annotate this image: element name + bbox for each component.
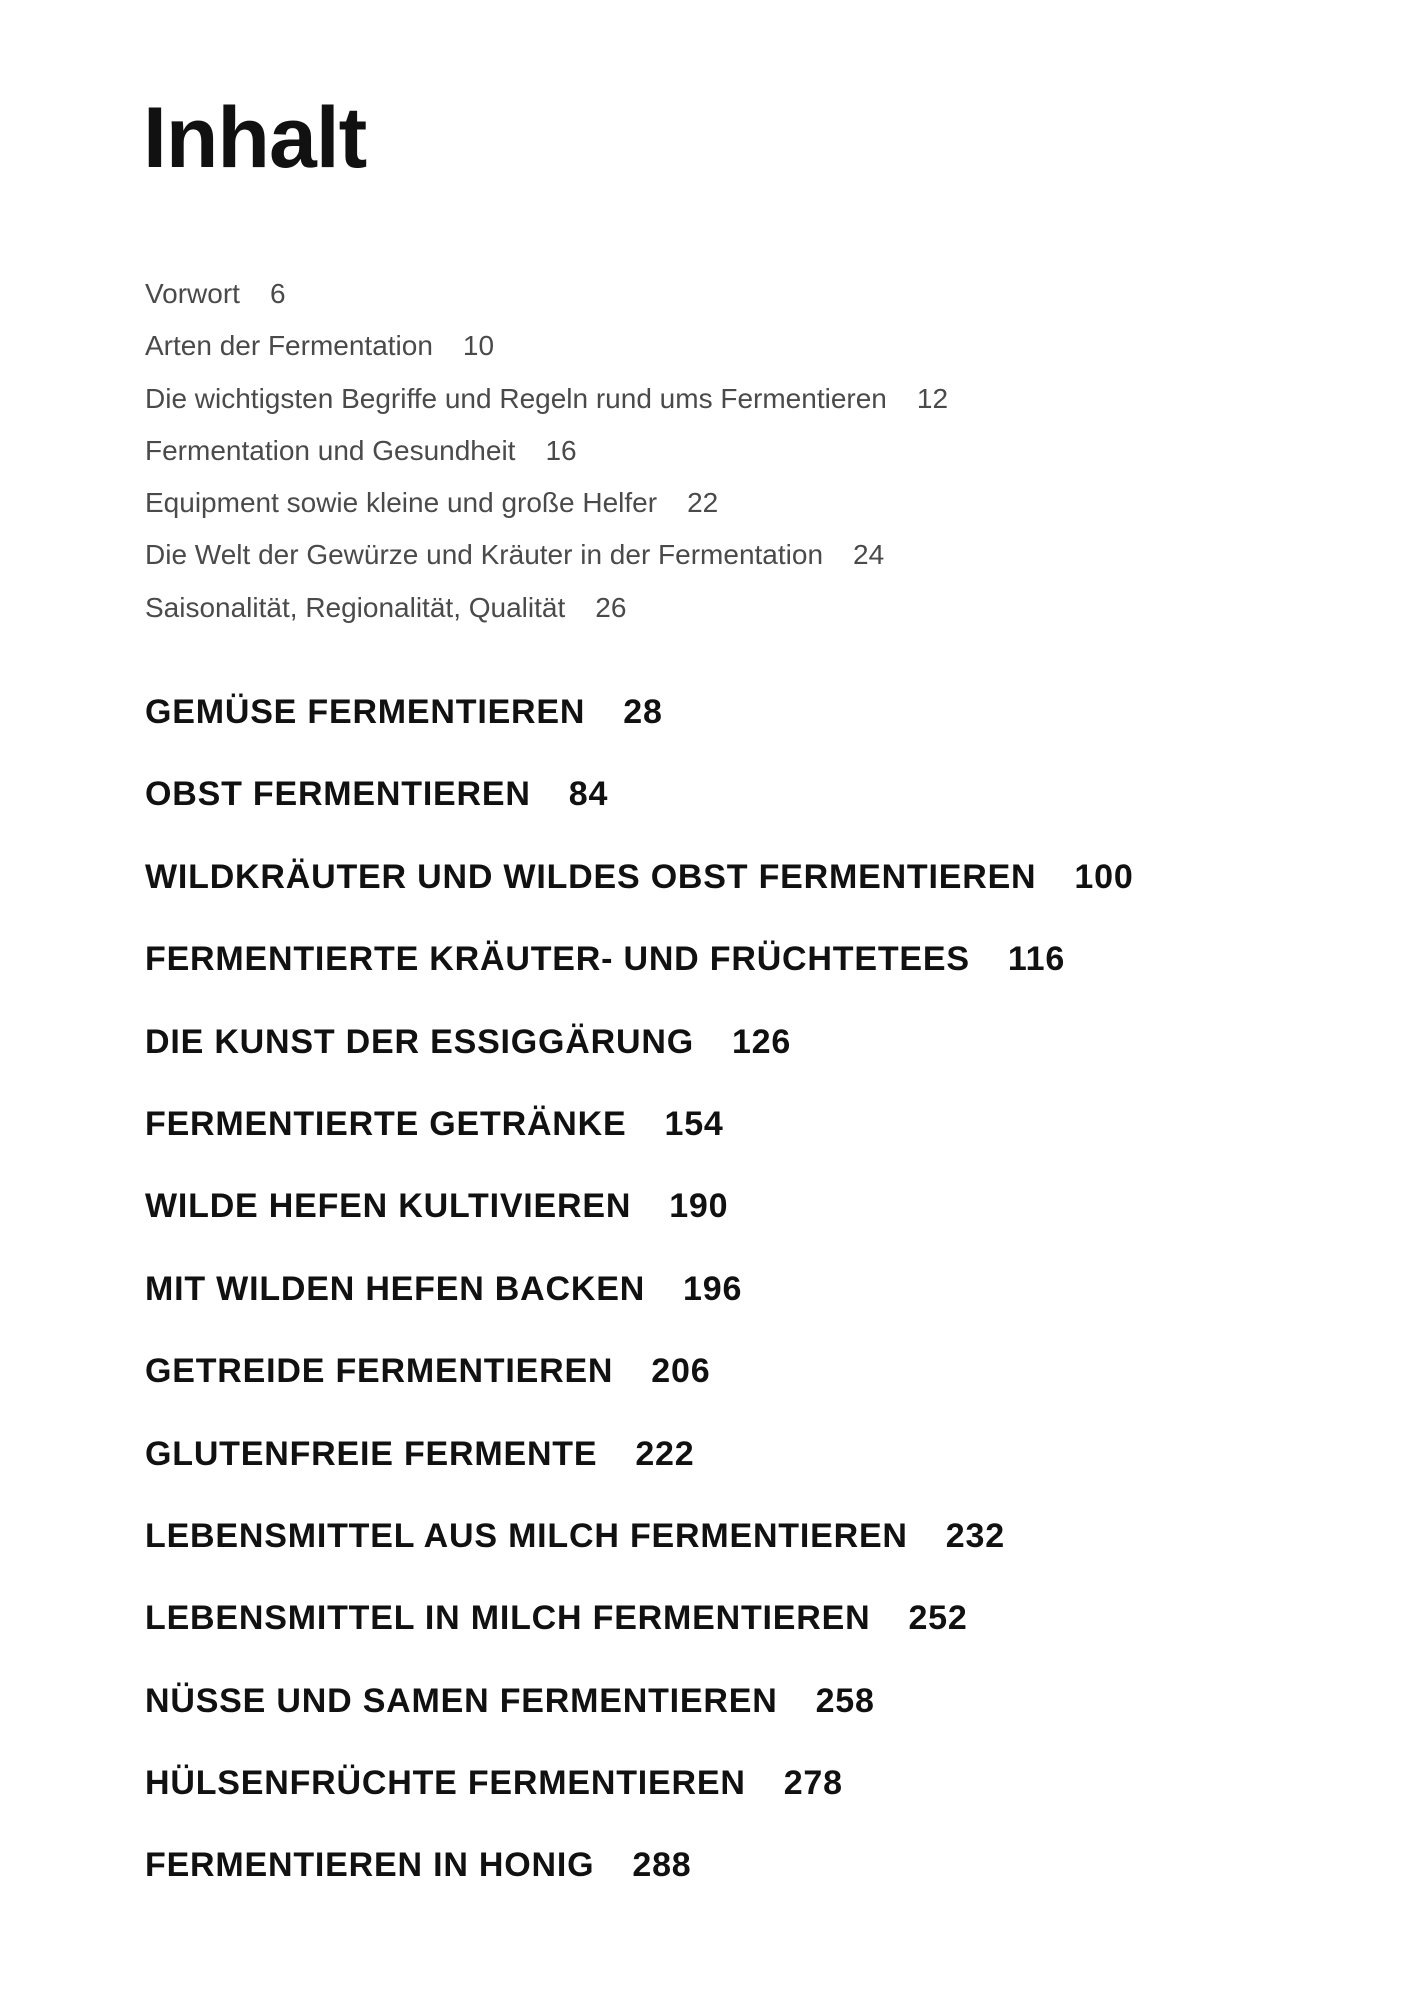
toc-entry-page-number: 26 (595, 591, 627, 623)
chapter-entry (145, 1432, 1134, 1514)
chapter-entry (145, 1514, 1134, 1596)
chapter-entry-label: GETREIDE FERMENTIEREN (145, 1352, 614, 1391)
toc-entry-page-number: 24 (853, 539, 885, 571)
chapter-entry-page-number: 252 (908, 1599, 968, 1638)
chapter-entry-page-number: 100 (1074, 857, 1134, 896)
toc-entry-page-number: 6 (269, 278, 286, 309)
chapter-entry-page-number: 258 (815, 1681, 875, 1720)
chapter-entry-label: LEBENSMITTEL AUS MILCH FERMENTIEREN (145, 1516, 908, 1555)
chapter-entry (145, 1184, 1134, 1266)
chapter-entry (145, 937, 1134, 1019)
toc-entry (145, 537, 948, 589)
toc-entry-label: Fermentation und Gesundheit (145, 434, 516, 466)
toc-entry-label: Die Welt der Gewürze und Kräuter in der Fermentation (145, 539, 824, 571)
chapter-entry-label: NÜSSE UND SAMEN FERMENTIEREN (145, 1681, 778, 1720)
chapter-entry-label: FERMENTIERTE KRÄUTER- UND FRÜCHTETEES (145, 940, 970, 979)
chapter-entry-label: FERMENTIERTE GETRÄNKE (145, 1104, 627, 1143)
chapter-entry (145, 1020, 1134, 1102)
chapter-entry (145, 690, 1134, 772)
chapter-entry (145, 1761, 1134, 1843)
chapter-entry (145, 772, 1134, 854)
toc-entry (145, 276, 948, 328)
toc-entry-label: Saisonalität, Regionalität, Qualität (145, 591, 566, 623)
chapter-entry-label: MIT WILDEN HEFEN BACKEN (145, 1269, 646, 1308)
chapter-entry (145, 1843, 1134, 1925)
chapter-entry (145, 1267, 1134, 1349)
chapter-entry-label: GLUTENFREIE FERMENTE (145, 1434, 598, 1473)
chapter-entry-page-number: 28 (623, 693, 663, 731)
chapter-entry-page-number: 222 (635, 1434, 695, 1473)
toc-entry-label: Die wichtigsten Begriffe und Regeln rund ums Fermentieren (145, 382, 887, 414)
chapter-entry-page-number: 288 (632, 1846, 692, 1885)
chapter-entry-page-number: 278 (783, 1764, 843, 1803)
chapter-entry-label: DIE KUNST DER ESSIGGÄRUNG (145, 1022, 694, 1061)
toc-entry-page-number: 22 (687, 487, 719, 519)
toc-entry (145, 381, 948, 433)
toc-entry (145, 485, 948, 537)
chapter-entry-page-number: 206 (651, 1352, 711, 1391)
chapter-entry-label: OBST FERMENTIEREN (145, 775, 531, 814)
chapter-entry-label: GEMÜSE FERMENTIEREN (145, 693, 586, 731)
chapter-entry-page-number: 196 (683, 1269, 743, 1308)
chapter-entry (145, 1349, 1134, 1431)
page-title: Inhalt (143, 90, 367, 186)
chapter-entry-label: FERMENTIEREN IN HONIG (145, 1846, 595, 1885)
toc-entry-label: Equipment sowie kleine und große Helfer (145, 487, 658, 519)
toc-entry-label: Arten der Fermentation (145, 330, 433, 362)
chapter-entry-label: HÜLSENFRÜCHTE FERMENTIEREN (145, 1764, 746, 1803)
chapter-entry-page-number: 84 (568, 775, 609, 814)
chapter-entry (145, 1596, 1134, 1678)
chapter-entry-page-number: 126 (731, 1022, 792, 1061)
front-matter-list (145, 276, 948, 642)
chapter-entry-page-number: 116 (1007, 940, 1066, 979)
toc-entry-page-number: 12 (916, 382, 949, 414)
chapter-entry (145, 855, 1134, 937)
toc-entry-page-number: 10 (462, 330, 495, 362)
chapter-entry-page-number: 232 (945, 1516, 1005, 1555)
toc-entry (145, 590, 948, 642)
chapter-entry-label: WILDE HEFEN KULTIVIEREN (145, 1187, 632, 1226)
chapter-entry-label: WILDKRÄUTER UND WILDES OBST FERMENTIEREN (145, 857, 1037, 896)
toc-entry-label: Vorwort (145, 278, 240, 309)
toc-entry-page-number: 16 (545, 434, 577, 466)
chapter-entry (145, 1102, 1134, 1184)
chapter-list (145, 690, 1134, 1926)
chapter-entry-label: LEBENSMITTEL IN MILCH FERMENTIEREN (145, 1599, 871, 1638)
chapter-entry-page-number: 154 (664, 1104, 724, 1143)
chapter-entry (145, 1679, 1134, 1761)
toc-entry (145, 328, 948, 380)
chapter-entry-page-number: 190 (669, 1187, 729, 1226)
toc-entry (145, 433, 948, 485)
